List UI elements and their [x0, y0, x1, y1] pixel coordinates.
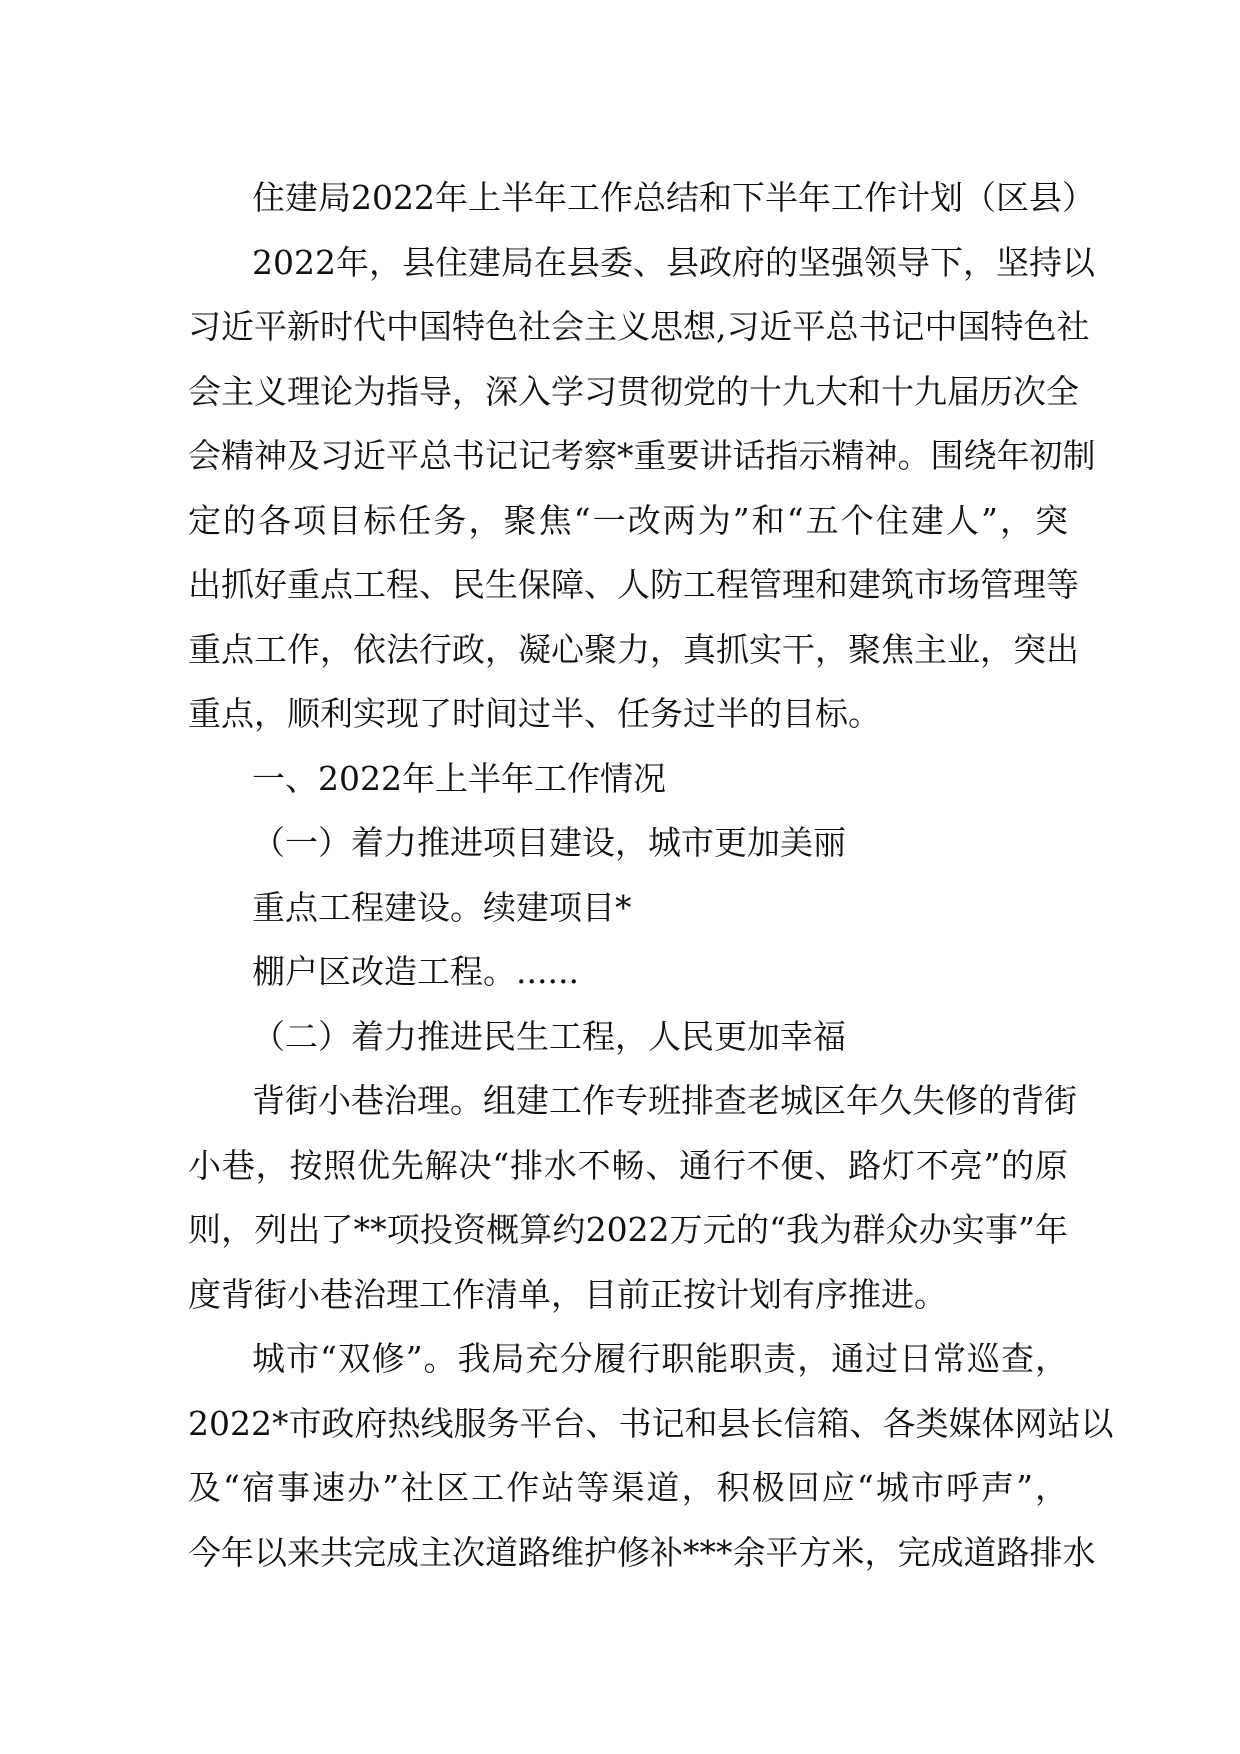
subsection-heading: （一）着力推进项目建设，城市更加美丽 [252, 823, 846, 862]
paragraph-line: 今年以来共完成主次道路维护修补***余平方米，完成道路排水 [188, 1532, 1096, 1572]
section-heading: 一、2022年上半年工作情况 [252, 758, 666, 798]
paragraph-line: 2022*市政府热线服务平台、书记和县长信箱、各类媒体网站以 [188, 1403, 1114, 1443]
paragraph-line: 度背街小巷治理工作清单，目前正按计划有序推进。 [188, 1274, 947, 1314]
paragraph-line: 重点，顺利实现了时间过半、任务过半的目标。 [188, 694, 881, 733]
paragraph-line: 及“宿事速办”社区工作站等渠道，积极回应“城市呼声”， [188, 1468, 1068, 1507]
paragraph-line: 城市“双修”。我局充分履行职能职责，通过日常巡查， [252, 1339, 1068, 1378]
paragraph-line: 习近平新时代中国特色社会主义思想,习近平总书记中国特色社 [188, 307, 1090, 346]
paragraph-line: 定的各项目标任务，聚焦“一改两为”和“五个住建人”，突 [188, 500, 1068, 540]
paragraph-line: 2022年，县住建局在县委、县政府的坚强领导下，坚持以 [252, 242, 1095, 282]
document-title: 住建局2022年上半年工作总结和下半年工作计划（区县） [252, 178, 1095, 217]
paragraph-line: 会主义理论为指导，深入学习贯彻党的十九大和十九届历次全 [188, 371, 1079, 411]
paragraph-line: 重点工作，依法行政，凝心聚力，真抓实干，聚焦主业，突出 [188, 629, 1079, 669]
paragraph-line: 则，列出了**项投资概算约2022万元的“我为群众办实事”年 [188, 1210, 1068, 1249]
paragraph-line: 背街小巷治理。组建工作专班排查老城区年久失修的背街 [252, 1081, 1077, 1120]
paragraph-line: 重点工程建设。续建项目* [252, 887, 632, 927]
paragraph-line: 出抓好重点工程、民生保障、人防工程管理和建筑市场管理等 [188, 565, 1079, 604]
paragraph-line: 棚户区改造工程。...... [252, 952, 579, 991]
document-body [188, 166, 1114, 1585]
paragraph-line: 小巷，按照优先解决“排水不畅、通行不便、路灯不亮”的原 [188, 1145, 1068, 1185]
subsection-heading: （二）着力推进民生工程，人民更加幸福 [252, 1016, 846, 1056]
paragraph-line: 会精神及习近平总书记记考察*重要讲话指示精神。围绕年初制 [188, 436, 1096, 475]
